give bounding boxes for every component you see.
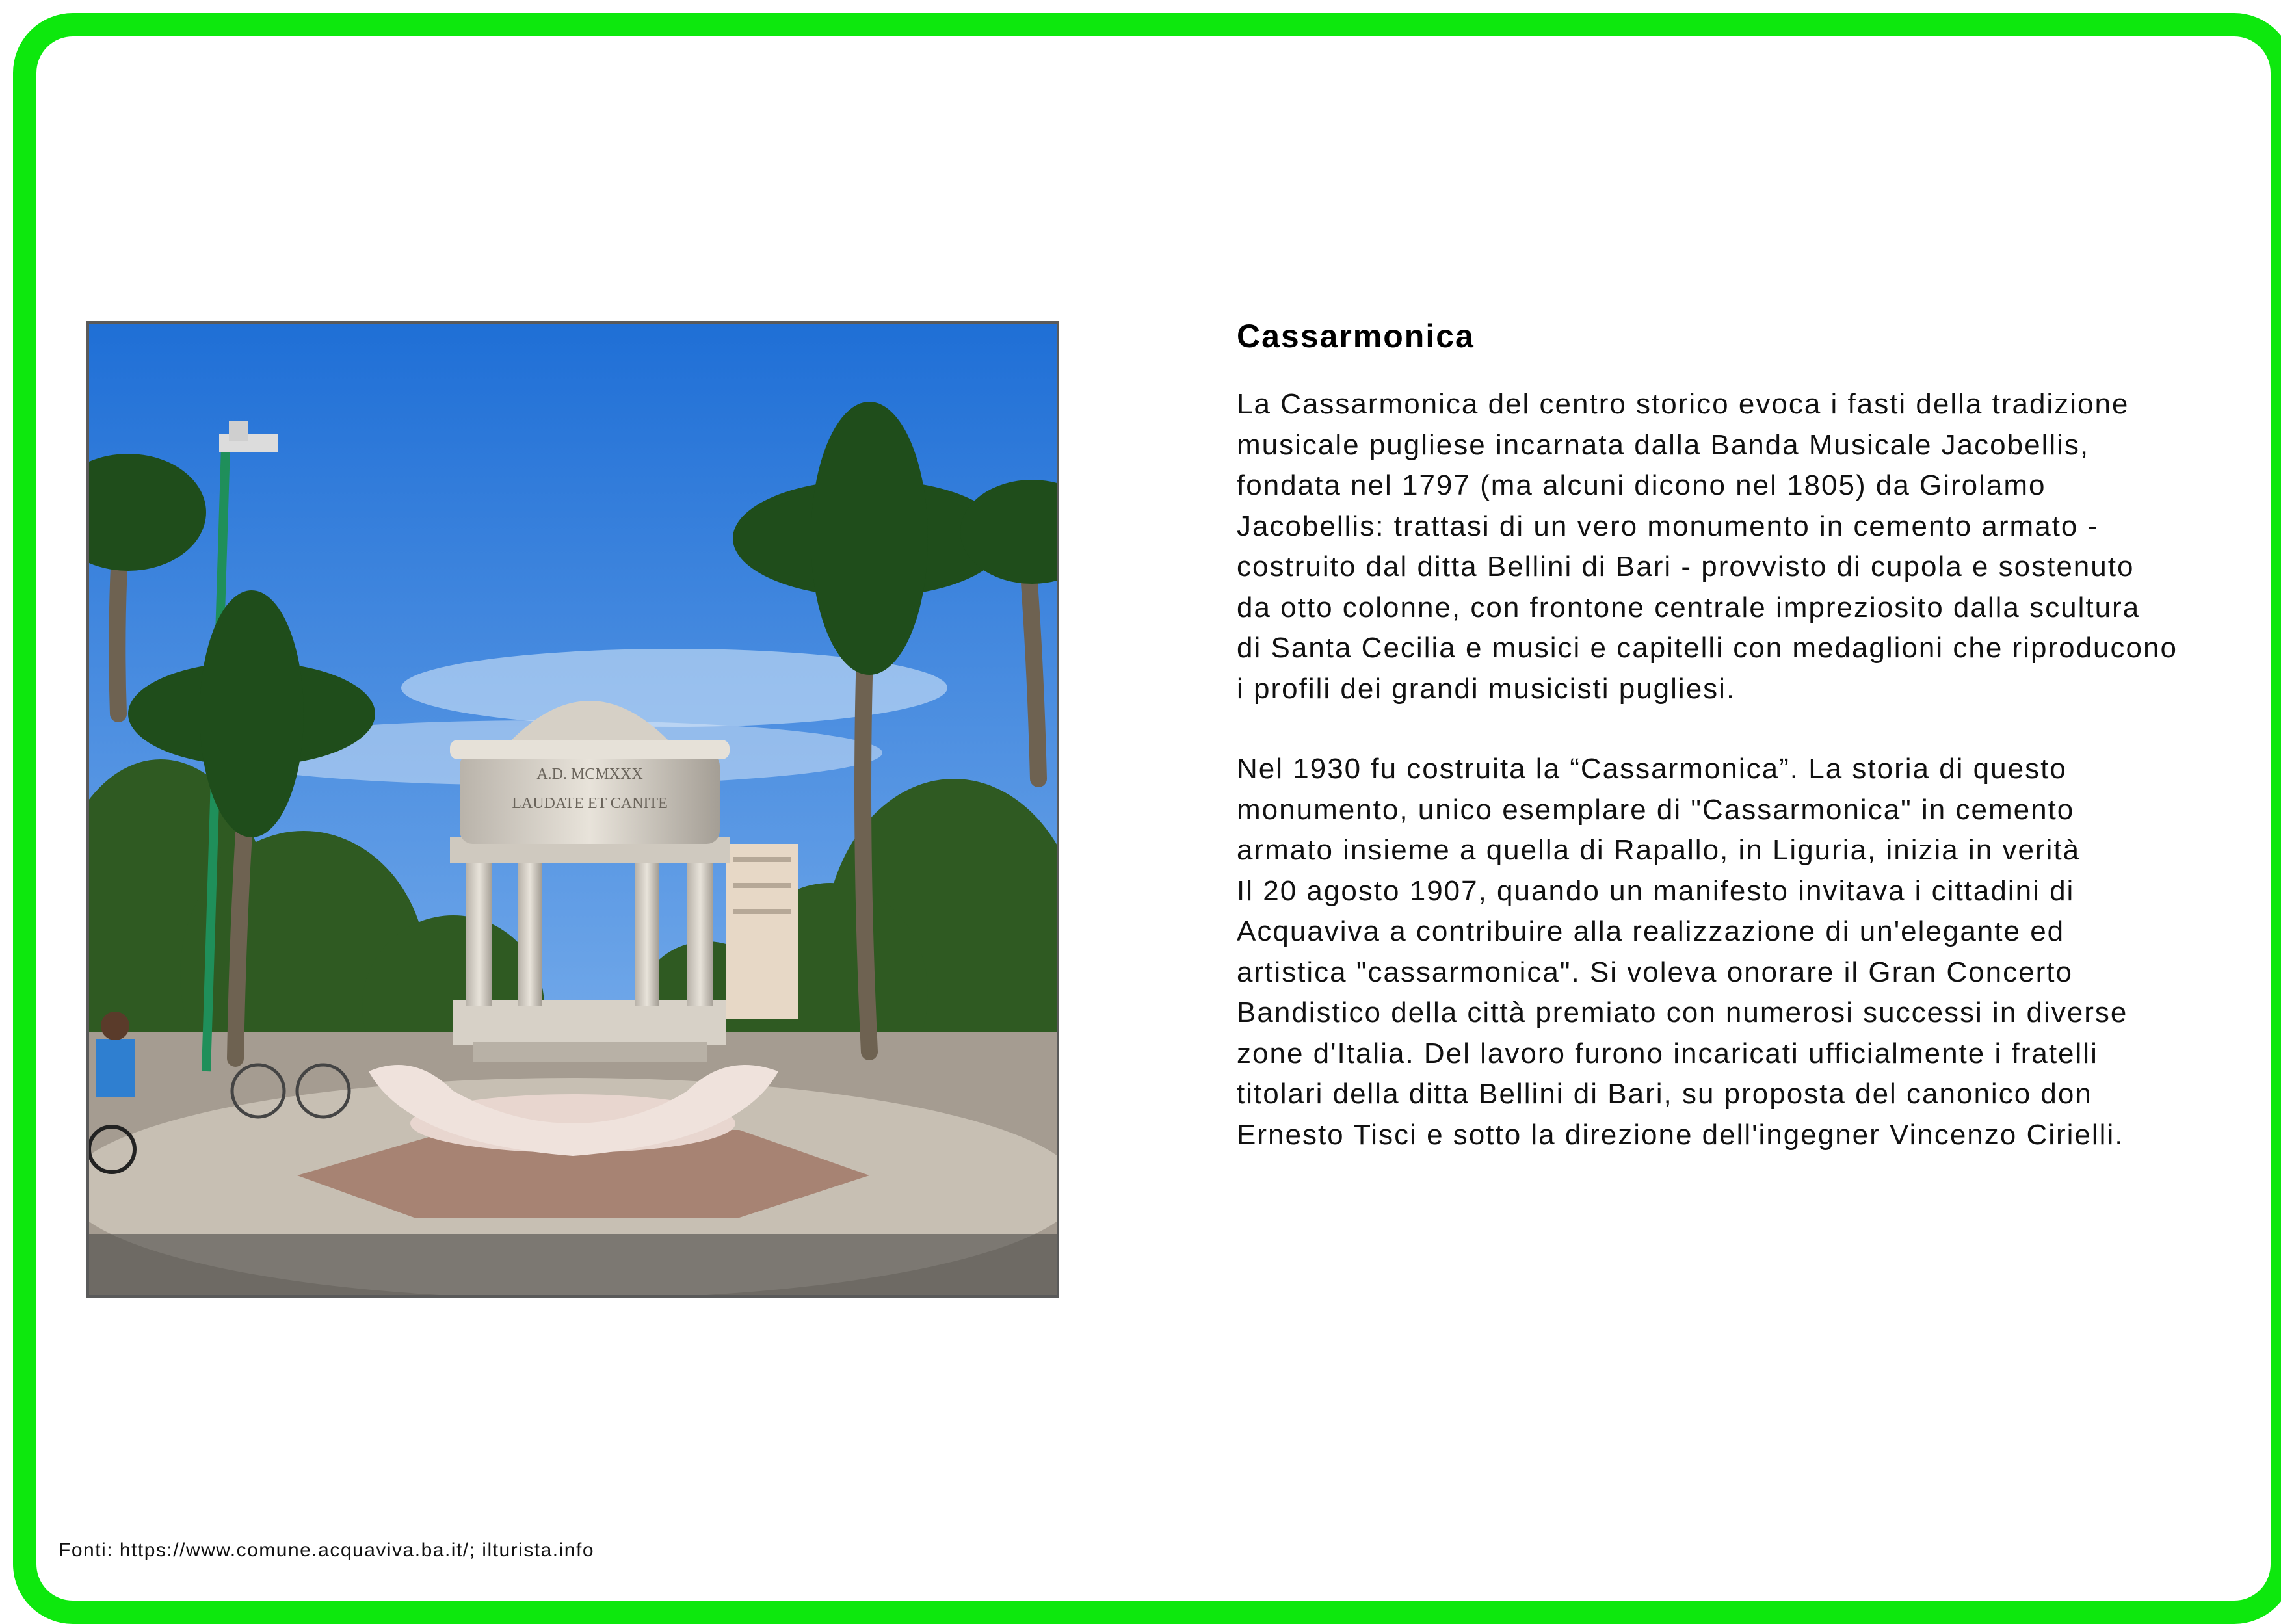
paragraph-line: Jacobellis: trattasi di un vero monumento in cemento armato - <box>1237 510 2099 542</box>
paragraph-line: da otto colonne, con frontone centrale impreziosito dalla scultura <box>1237 591 2141 623</box>
paragraph-line: di Santa Cecilia e musici e capitelli con medaglioni che riproducono <box>1237 632 2178 664</box>
description-paragraph-2 <box>1237 749 2128 1155</box>
paragraph-line: zone d'Italia. Del lavoro furono incaricati ufficialmente i fratelli <box>1237 1037 2098 1069</box>
paragraph-line: Il 20 agosto 1907, quando un manifesto invitava i cittadini di <box>1237 874 2075 907</box>
paragraph-line: monumento, unico esemplare di "Cassarmonica" in cemento <box>1237 793 2075 826</box>
description-paragraph-1 <box>1237 384 2178 709</box>
paragraph-line: costruito dal ditta Bellini di Bari - provvisto di cupola e sostenuto <box>1237 551 2135 583</box>
paragraph-line: Acquaviva a contribuire alla realizzazione di un'elegante ed <box>1237 915 2065 947</box>
paragraph-line: i profili dei grandi musicisti pugliesi. <box>1237 672 1736 705</box>
cassarmonica-photo-illustration <box>89 324 1057 1295</box>
paragraph-line: fondata nel 1797 (ma alcuni dicono nel 1805) da Girolamo <box>1237 469 2046 501</box>
paragraph-line: titolari della ditta Bellini di Bari, su proposta del canonico don <box>1237 1078 2092 1110</box>
paragraph-line: Ernesto Tisci e sotto la direzione dell'ingegner Vincenzo Cirielli. <box>1237 1118 2124 1151</box>
cassarmonica-photo <box>86 321 1059 1298</box>
paragraph-line: La Cassarmonica del centro storico evoca i fasti della tradizione <box>1237 388 2129 420</box>
sources-footnote: Fonti: https://www.comune.acquaviva.ba.it/; ilturista.info <box>59 1539 595 1561</box>
gazebo-inscription-top: A.D. MCMXXX <box>536 766 643 783</box>
paragraph-line: artistica "cassarmonica". Si voleva onorare il Gran Concerto <box>1237 956 2073 988</box>
page-title: Cassarmonica <box>1237 318 1475 354</box>
paragraph-line: musicale pugliese incarnata dalla Banda Musicale Jacobellis, <box>1237 428 2090 461</box>
paragraph-line: Nel 1930 fu costruita la “Cassarmonica”. La storia di questo <box>1237 753 2067 785</box>
paragraph-line: armato insieme a quella di Rapallo, in Liguria, inizia in verità <box>1237 834 2081 866</box>
paragraph-line: Bandistico della città premiato con numerosi successi in diverse <box>1237 997 2128 1028</box>
gazebo-inscription-bottom: LAUDATE ET CANITE <box>512 795 668 812</box>
